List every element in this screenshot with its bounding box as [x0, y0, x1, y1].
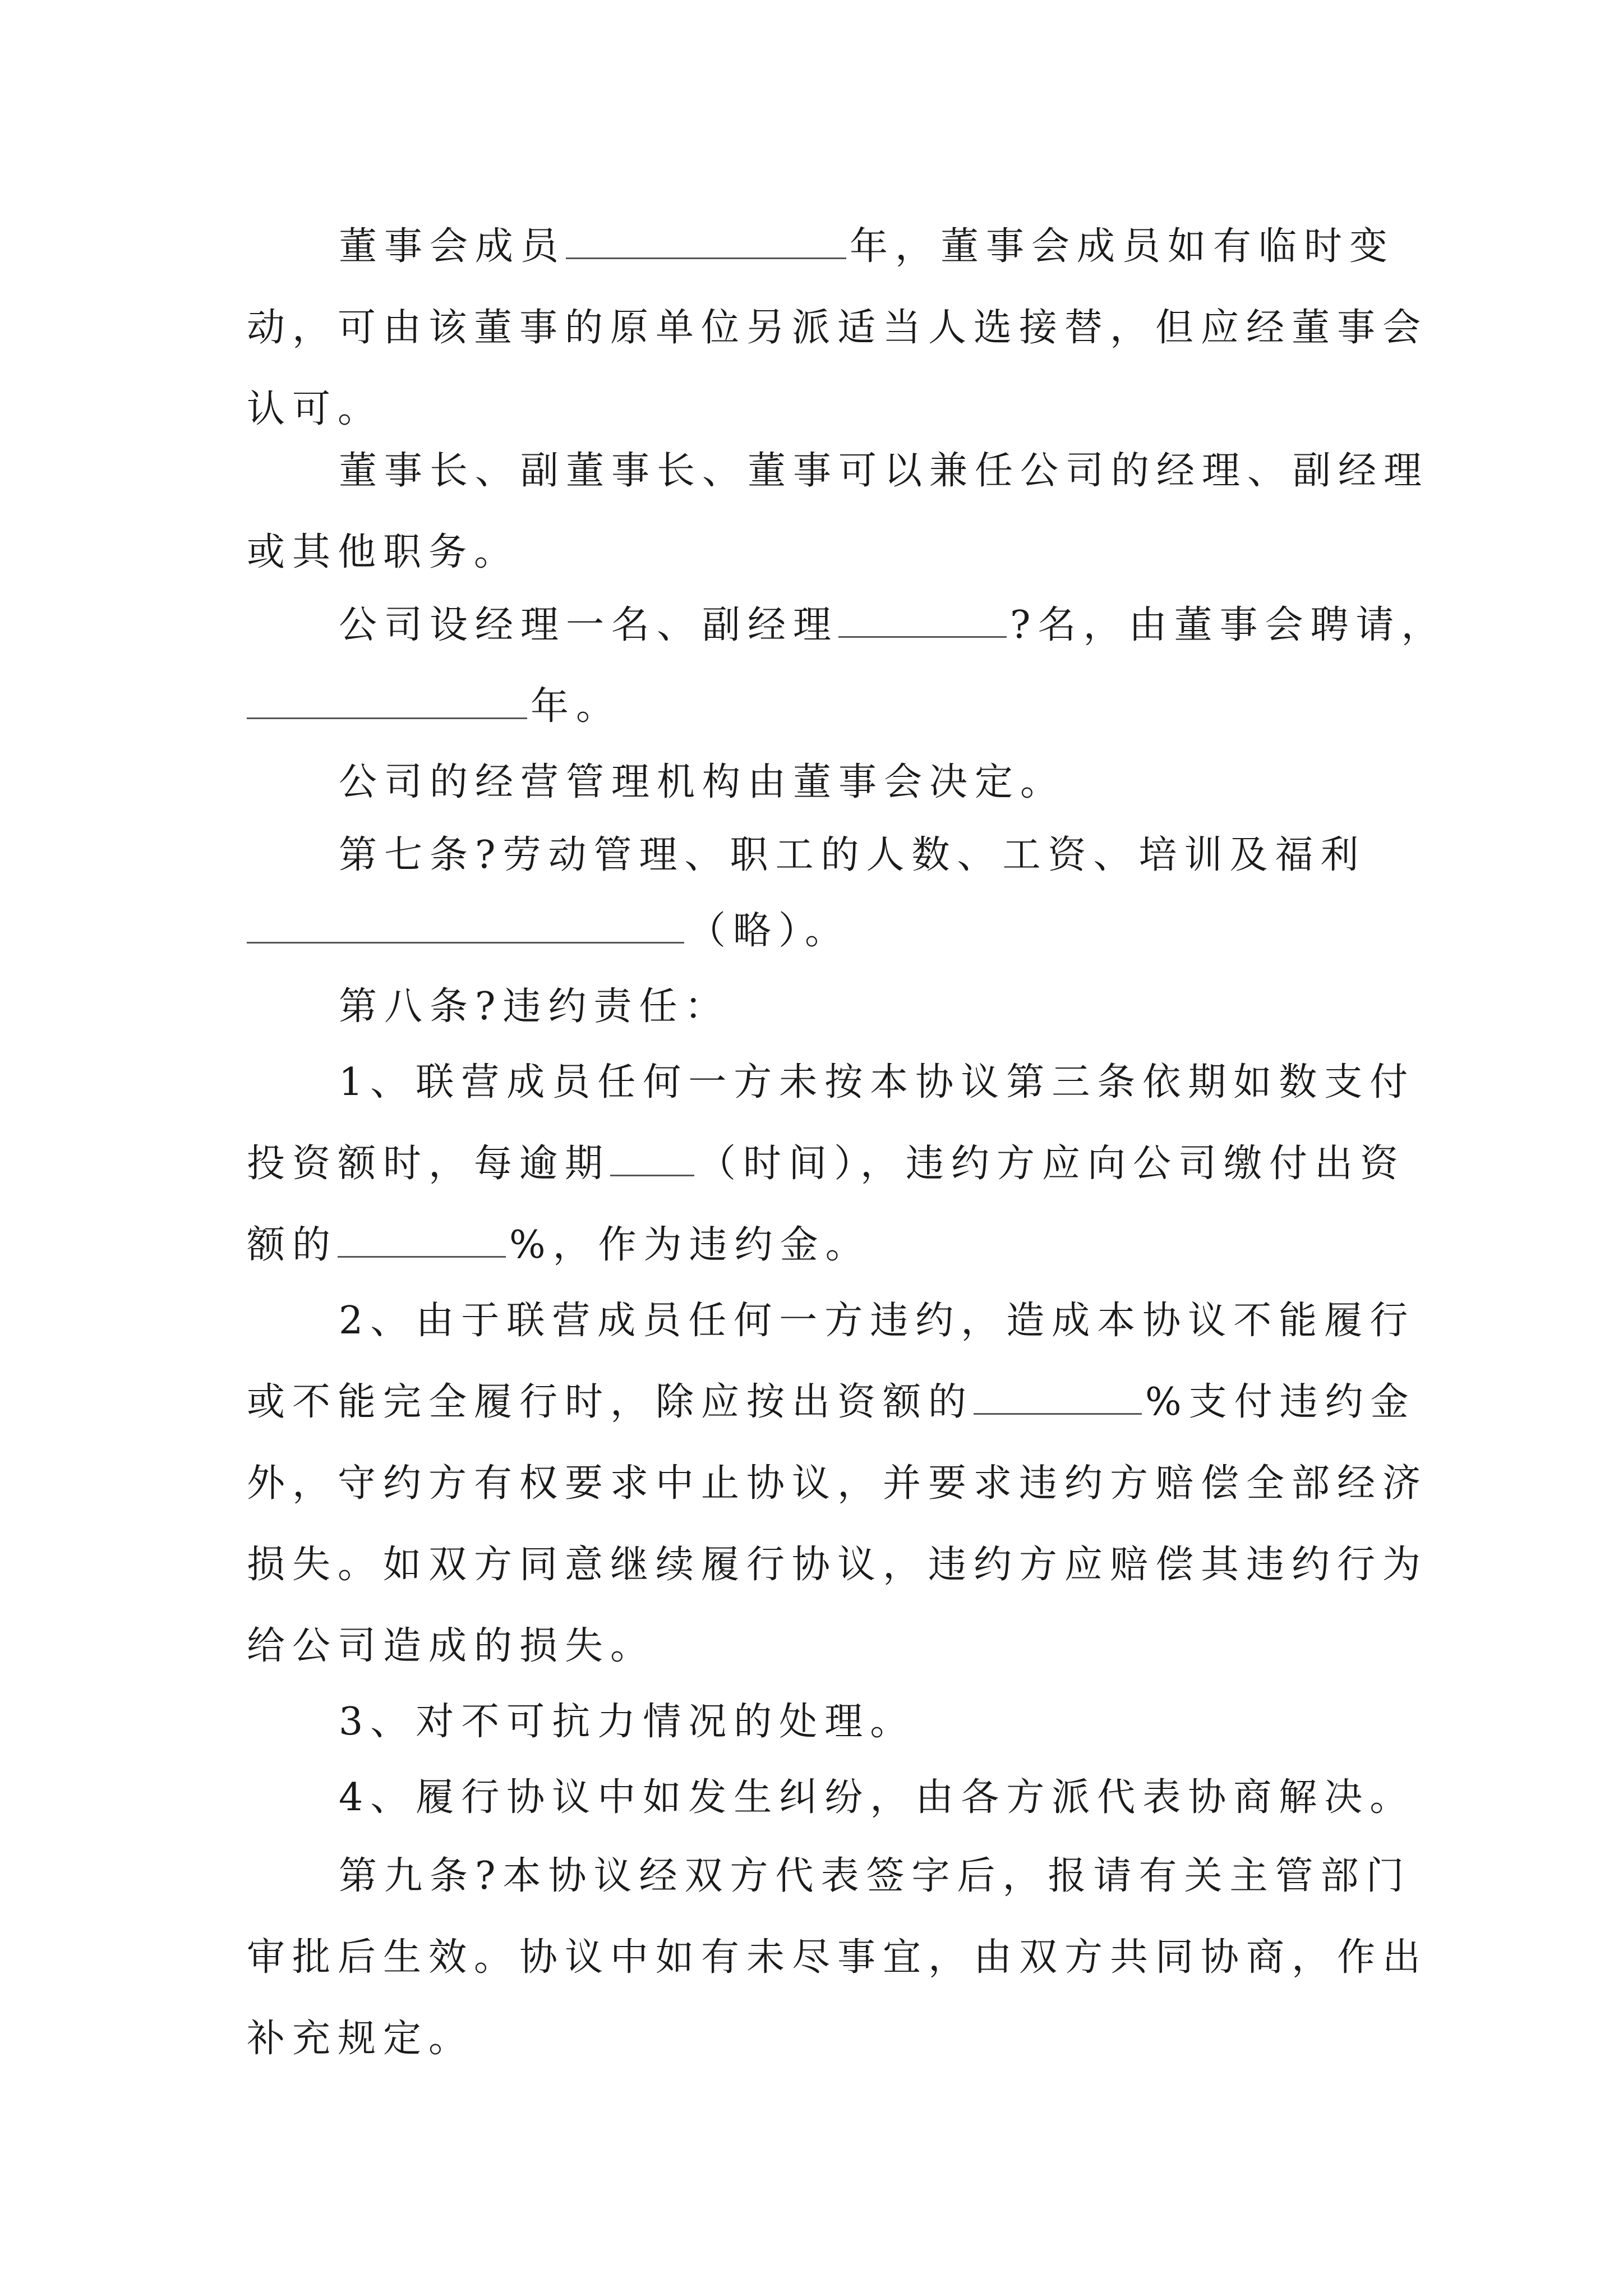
- paragraph-line: [339, 819, 1366, 892]
- text-run: （略）。: [688, 909, 851, 953]
- text-run: 或其他职务。: [247, 530, 520, 574]
- fill-in-blank[interactable]: [566, 223, 846, 259]
- paragraph-line: [247, 1921, 1428, 1994]
- text-run: 董事长、副董事长、董事可以兼任公司的经理、副经理: [339, 449, 1430, 493]
- paragraph-line: [247, 2003, 474, 2076]
- paragraph-line: [339, 210, 1395, 283]
- text-run: 第七条?劳动管理、职工的人数、工资、培训及福利: [339, 833, 1366, 877]
- text-run: 外，守约方有权要求中止协议，并要求违约方赔偿全部经济: [247, 1461, 1428, 1506]
- text-run: 公司的经营管理机构由董事会决定。: [339, 760, 1066, 804]
- text-run: 损失。如双方同意继续履行协议，违约方应赔偿其违约行为: [247, 1543, 1428, 1587]
- fill-in-blank[interactable]: [247, 907, 684, 944]
- paragraph-line: [247, 516, 519, 589]
- paragraph-line: [339, 1840, 1411, 1913]
- paragraph-line: [339, 970, 730, 1043]
- fill-in-blank[interactable]: [610, 1140, 694, 1176]
- text-run: （时间），违约方应向公司缴付出资: [698, 1142, 1406, 1186]
- paragraph-line: [339, 1761, 1415, 1834]
- text-run: %支付违约金: [1145, 1380, 1416, 1424]
- paragraph-line: [339, 435, 1429, 508]
- text-run: 第八条?违约责任：: [339, 984, 730, 1029]
- text-run: 公司设经理一名、副经理: [339, 603, 839, 647]
- paragraph-line: [247, 1529, 1428, 1602]
- text-run: 或不能完全履行时，除应按出资额的: [247, 1380, 974, 1424]
- text-run: 动，可由该董事的原单位另派适当人选接替，但应经董事会: [247, 306, 1428, 350]
- paragraph-line: [339, 589, 1446, 662]
- text-run: %，作为违约金。: [509, 1223, 871, 1267]
- text-run: 补充规定。: [247, 2017, 474, 2061]
- fill-in-blank[interactable]: [247, 683, 527, 719]
- fill-in-blank[interactable]: [338, 1221, 506, 1258]
- text-run: 投资额时，每逾期: [247, 1142, 611, 1186]
- paragraph-line: [247, 1447, 1428, 1520]
- paragraph-line: [247, 1610, 656, 1683]
- paragraph-line: [247, 670, 621, 743]
- paragraph-line: [247, 292, 1428, 365]
- paragraph-line: [339, 1686, 915, 1759]
- text-run: 认可。: [247, 387, 384, 431]
- paragraph-line: [247, 1209, 871, 1282]
- fill-in-blank[interactable]: [838, 601, 1007, 638]
- text-run: 审批后生效。协议中如有未尽事宜，由双方共同协商，作出: [247, 1935, 1428, 1980]
- text-run: ?名，由董事会聘请，: [1010, 603, 1447, 647]
- text-run: 第九条?本协议经双方代表签字后，报请有关主管部门: [339, 1854, 1412, 1898]
- paragraph-line: [339, 746, 1066, 819]
- paragraph-line: [247, 1128, 1405, 1200]
- paragraph-line: [247, 895, 850, 968]
- text-run: 1、联营成员任何一方未按本协议第三条依期如数支付: [339, 1060, 1415, 1105]
- paragraph-line: [247, 1366, 1416, 1439]
- text-run: 4、履行协议中如发生纠纷，由各方派代表协商解决。: [339, 1775, 1415, 1820]
- fill-in-blank[interactable]: [974, 1378, 1142, 1415]
- text-run: 年。: [531, 684, 622, 729]
- text-run: 年，董事会成员如有临时变: [850, 224, 1395, 269]
- paragraph-line: [339, 1046, 1415, 1119]
- text-run: 3、对不可抗力情况的处理。: [339, 1700, 916, 1744]
- text-run: 董事会成员: [339, 224, 566, 269]
- paragraph-line: [339, 1285, 1415, 1358]
- text-run: 额的: [247, 1223, 338, 1267]
- text-run: 给公司造成的损失。: [247, 1624, 656, 1668]
- text-run: 2、由于联营成员任何一方违约，造成本协议不能履行: [339, 1299, 1415, 1343]
